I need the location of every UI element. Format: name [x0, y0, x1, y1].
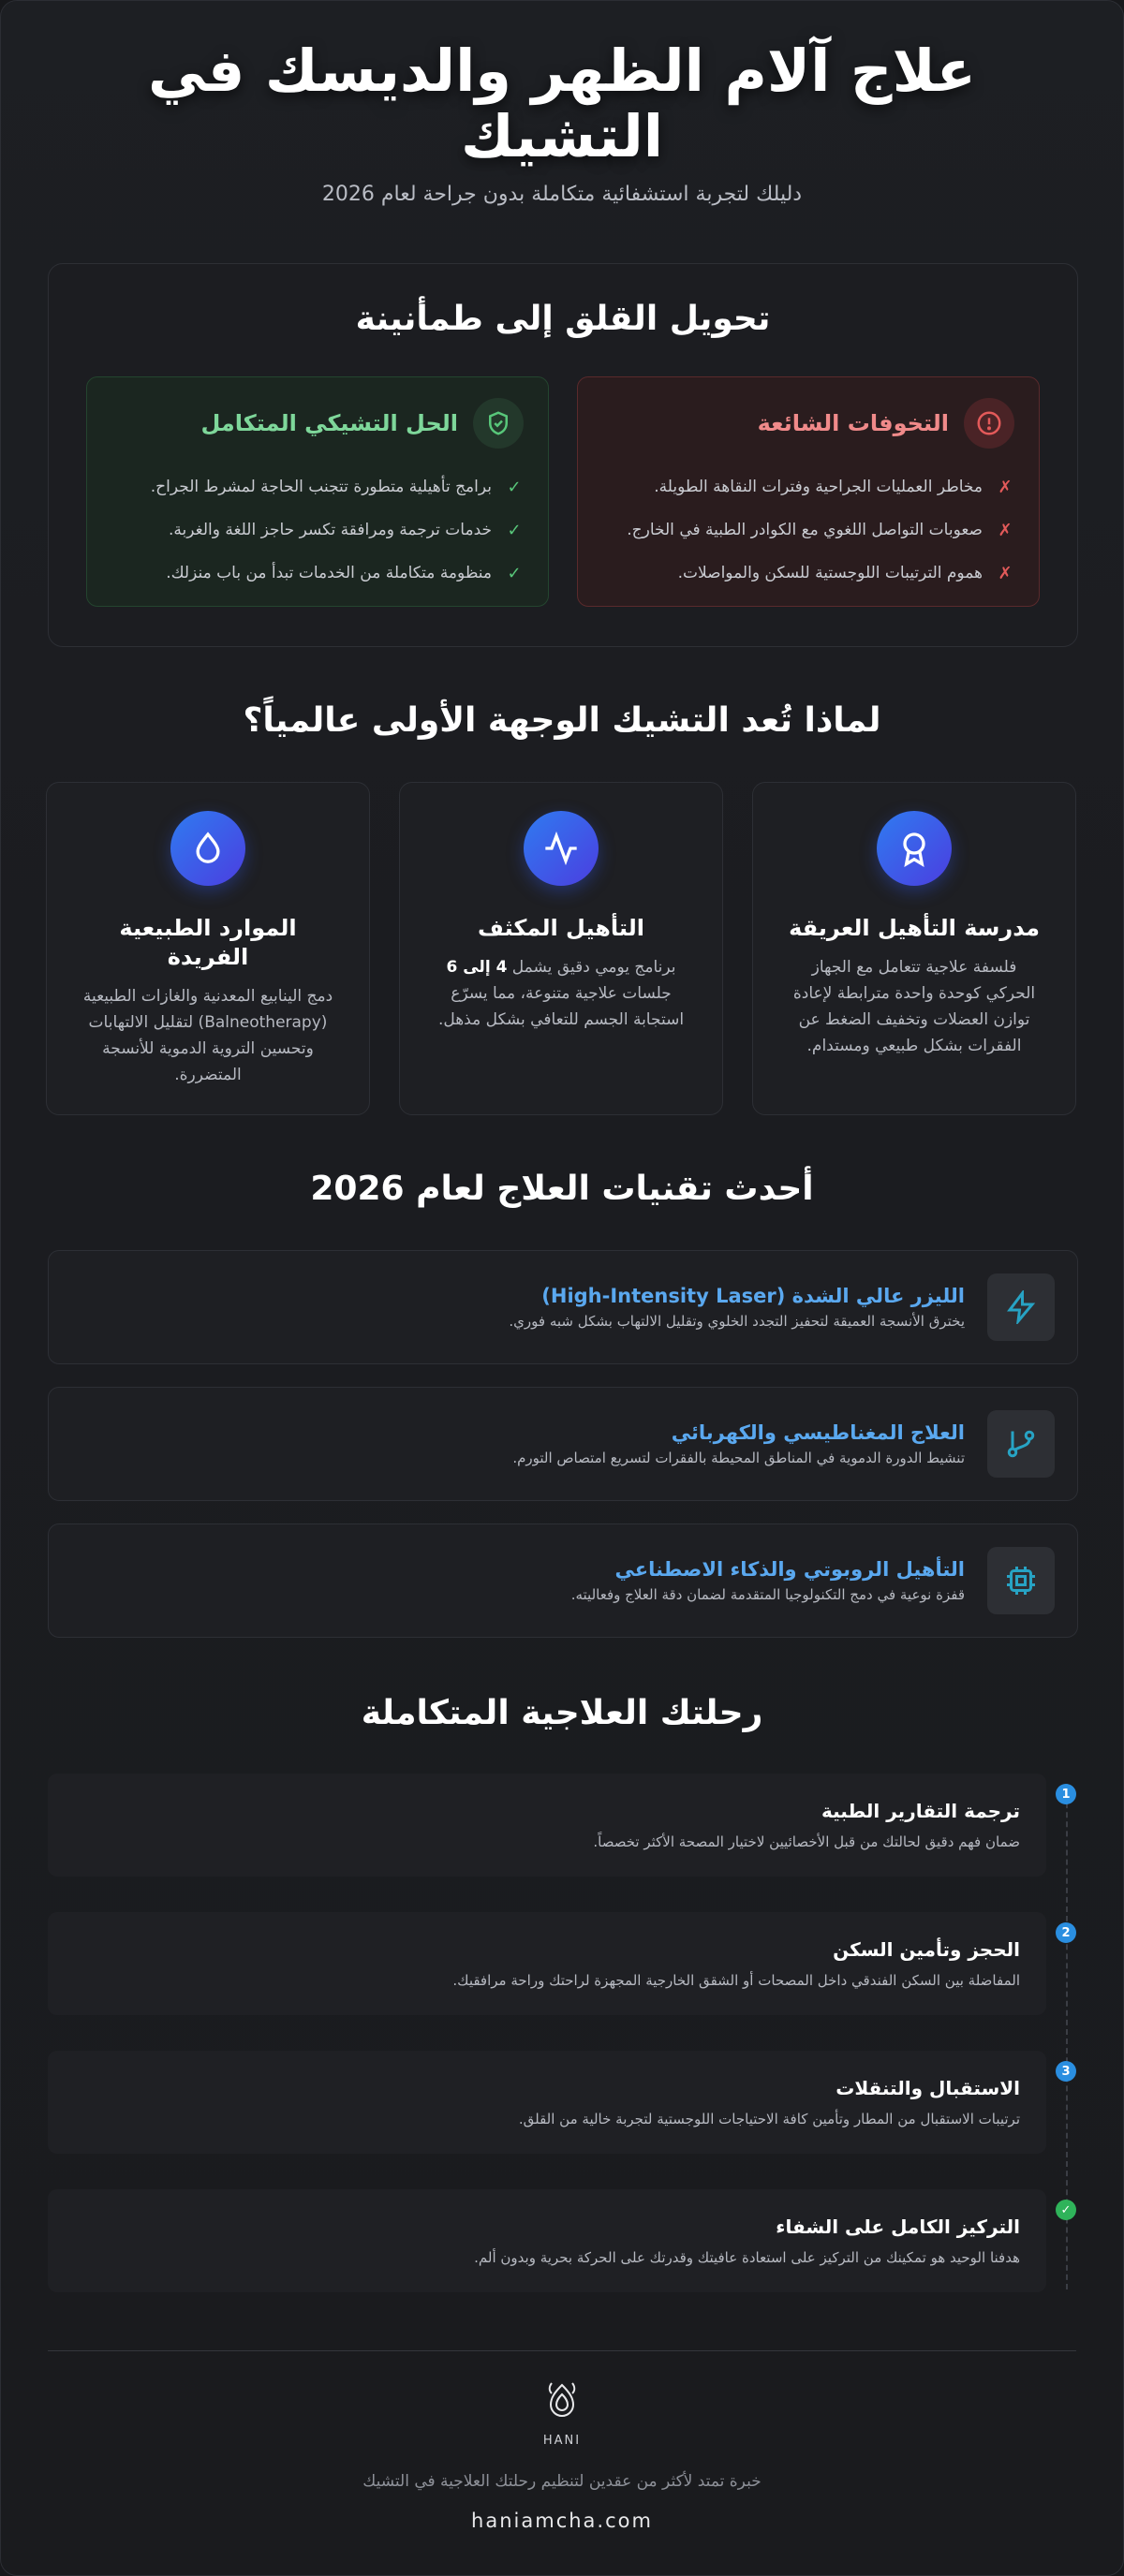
why-card — [399, 782, 723, 1115]
tech-item — [48, 1387, 1078, 1501]
card-desc: برنامج يومي دقيق يشمل 4 إلى 6 جلسات علاجية متنوعة، مما يسرّع استجابة الجسم للتعافي بشكل مذهل. — [437, 958, 685, 1029]
list-item: ✓ برامج تأهيلية متطورة تتجنب الحاجة لمشرط الجراح. — [111, 465, 524, 508]
card-desc: فلسفة علاجية تتعامل مع الجهاز الحركي كوحدة واحدة مترابطة لإعادة توازن العضلات وتخفيف الضغط عن الفقرات بشكل طبيعي ومستدام. — [792, 958, 1036, 1055]
step-title: التركيز الكامل على الشفاء — [776, 2215, 1020, 2238]
hero — [1, 1, 1123, 206]
anxiety-section — [48, 263, 1078, 647]
step-desc: المفاضلة بين السكن الفندقي داخل المصحات أو الشقق الخارجية المجهزة لراحتك وراحة مرافقيك. — [452, 1972, 1020, 1989]
check-circle-icon: ✓ — [1056, 2200, 1076, 2220]
brand-name: HANI — [542, 2434, 582, 2448]
list-item: ✓ منظومة متكاملة من الخدمات تبدأ من باب منزلك. — [111, 552, 524, 595]
step-number: 3 — [1056, 2061, 1076, 2082]
tech-title: أحدث تقنيات العلاج لعام 2026 — [310, 1170, 814, 1208]
brand-logo — [1, 2379, 1123, 2432]
activity-icon — [524, 811, 599, 886]
tech-item-desc: يخترق الأنسجة العميقة لتحفيز التجدد الخلوي وتقليل الالتهاب بشكل شبه فوري. — [509, 1313, 965, 1330]
step-number: 2 — [1056, 1922, 1076, 1943]
zap-icon — [987, 1273, 1055, 1341]
step-title: الحجز وتأمين السكن — [833, 1938, 1020, 1961]
tech-item-title: العلاج المغناطيسي والكهربائي — [671, 1421, 965, 1444]
cross-icon: ✗ — [998, 520, 1013, 540]
fears-box — [577, 376, 1040, 607]
check-icon: ✓ — [507, 477, 522, 497]
check-icon: ✓ — [507, 520, 522, 540]
cpu-icon — [987, 1547, 1055, 1614]
solution-title: الحل التشيكي المتكامل — [200, 410, 458, 436]
cross-icon: ✗ — [998, 477, 1013, 497]
step-desc: ضمان فهم دقيق لحالتك من قبل الأخصائيين لاختيار المصحة الأكثر تخصصاً. — [593, 1833, 1020, 1850]
journey-title: رحلتك العلاجية المتكاملة — [361, 1694, 763, 1732]
anxiety-title: تحويل القلق إلى طمأنينة — [355, 300, 771, 338]
card-desc: دمج الينابيع المعدنية والغازات الطبيعية (Balneotherapy) لتقليل الالتهابات وتحسين التروية الدموية للأنسجة المتضررة. — [82, 987, 333, 1084]
tech-item-title: التأهيل الروبوتي والذكاء الاصطناعي — [614, 1558, 965, 1581]
tech-item-desc: تنشيط الدورة الدموية في المناطق المحيطة بالفقرات لتسريع امتصاص التورم. — [512, 1450, 965, 1466]
journey-step — [48, 1912, 1046, 2015]
check-icon: ✓ — [507, 563, 522, 583]
step-title: ترجمة التقارير الطبية — [821, 1800, 1020, 1822]
journey-step — [48, 1774, 1046, 1877]
list-item: ✗ مخاطر العمليات الجراحية وفترات النقاهة الطويلة. — [602, 465, 1014, 508]
divider — [48, 2350, 1076, 2351]
step-desc: ترتيبات الاستقبال من المطار وتأمين كافة الاحتياجات اللوجستية لتجربة خالية من القلق. — [518, 2111, 1020, 2127]
git-branch-icon — [987, 1410, 1055, 1478]
timeline — [1057, 1784, 1076, 2289]
page-subtitle: دليلك لتجربة استشفائية متكاملة بدون جراحة لعام 2026 — [321, 183, 803, 206]
list-item: ✗ صعوبات التواصل اللغوي مع الكوادر الطبية في الخارج. — [602, 508, 1014, 552]
tech-item — [48, 1524, 1078, 1638]
website-link[interactable]: haniamcha.com — [471, 2510, 653, 2532]
card-title: التأهيل المكثف — [478, 915, 644, 941]
journey-step — [48, 2051, 1046, 2154]
why-card — [752, 782, 1076, 1115]
fears-title: التخوفات الشائعة — [757, 410, 949, 436]
tech-item — [48, 1250, 1078, 1364]
solution-box — [86, 376, 549, 607]
why-card — [46, 782, 370, 1115]
footer — [1, 2379, 1123, 2532]
card-title: الموارد الطبيعية الفريدة — [119, 915, 297, 970]
journey-step — [48, 2189, 1046, 2292]
step-title: الاستقبال والتنقلات — [836, 2077, 1020, 2099]
alert-icon — [964, 398, 1014, 449]
why-title: لماذا تُعد التشيك الوجهة الأولى عالمياً؟ — [243, 701, 881, 740]
cross-icon: ✗ — [998, 563, 1013, 583]
page-title: علاج آلام الظهر والديسك في التشيك — [147, 37, 977, 170]
list-item: ✗ هموم الترتيبات اللوجستية للسكن والمواصلات. — [602, 552, 1014, 595]
award-icon — [877, 811, 952, 886]
list-item: ✓ خدمات ترجمة ومرافقة تكسر حاجز اللغة والغربة. — [111, 508, 524, 552]
tech-item-title: الليزر عالي الشدة (High-Intensity Laser) — [541, 1285, 965, 1307]
droplet-icon — [170, 811, 245, 886]
step-desc: هدفنا الوحيد هو تمكينك من التركيز على استعادة عافيتك وقدرتك على الحركة بحرية وبدون ألم. — [474, 2249, 1020, 2266]
card-title: مدرسة التأهيل العريقة — [789, 915, 1040, 941]
step-number: 1 — [1056, 1784, 1076, 1804]
footer-tagline: خبرة تمتد لأكثر من عقدين لتنظيم رحلتك العلاجية في التشيك — [362, 2472, 762, 2491]
shield-check-icon — [473, 398, 524, 449]
tech-item-desc: قفزة نوعية في دمج التكنولوجيا المتقدمة لضمان دقة العلاج وفعاليته. — [570, 1586, 965, 1603]
